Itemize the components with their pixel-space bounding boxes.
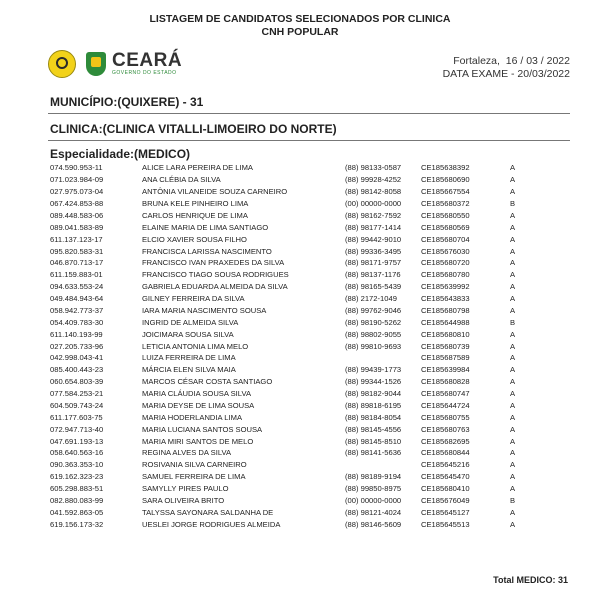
phone-cell: (88) 89818-6195 <box>345 400 402 410</box>
phone-cell: (88) 99344-1526 <box>345 377 402 387</box>
date-block <box>443 55 570 81</box>
cnh-cell: CE185676030 <box>421 246 470 256</box>
cnh-cell: CE185645216 <box>421 460 470 470</box>
cpf-cell: 041.592.863-05 <box>50 507 104 517</box>
phone-cell: (88) 99762-9046 <box>345 305 402 315</box>
cnh-cell: CE185645513 <box>421 519 470 529</box>
table-row <box>50 316 570 328</box>
cpf-cell: 611.177.603-75 <box>50 412 103 422</box>
phone-cell: (88) 99928-4252 <box>345 175 402 185</box>
cnh-cell: CE185680410 <box>421 484 470 494</box>
category-cell: A <box>510 377 516 387</box>
cpf-cell: 095.820.583-31 <box>50 246 104 256</box>
cpf-cell: 074.590.953-11 <box>50 163 103 173</box>
table-row <box>50 221 570 233</box>
name-cell: MARIA CLÁUDIA SOUSA SILVA <box>142 389 252 399</box>
cpf-cell: 605.298.883-51 <box>50 484 104 494</box>
name-cell: ELAINE MARIA DE LIMA SANTIAGO <box>142 222 269 232</box>
phone-cell: (88) 98165-5439 <box>345 282 402 292</box>
phone-cell: (88) 98171-9757 <box>345 258 402 268</box>
cnh-cell: CE185667554 <box>421 187 470 197</box>
phone-cell: (00) 00000-0000 <box>345 199 402 209</box>
cpf-cell: 604.509.743-24 <box>50 400 104 410</box>
cpf-cell: 085.400.443-23 <box>50 365 104 375</box>
phone-cell: (88) 98146-5609 <box>345 519 402 529</box>
phone-cell: (88) 98190-5262 <box>345 317 402 327</box>
issue-date: Fortaleza, 16 / 03 / 2022 <box>453 55 570 67</box>
table-row <box>50 174 570 186</box>
category-cell: B <box>510 199 516 209</box>
ceara-shield-icon <box>86 52 106 76</box>
cnh-cell: CE185680550 <box>421 210 470 220</box>
document-title: LISTAGEM DE CANDIDATOS SELECIONADOS POR CLINICA <box>149 13 451 25</box>
category-cell: A <box>510 282 516 292</box>
table-row <box>50 352 570 364</box>
cnh-cell: CE185680569 <box>421 222 470 232</box>
name-cell: MARIA DEYSE DE LIMA SOUSA <box>142 400 255 410</box>
category-cell: A <box>510 519 516 529</box>
name-cell: JOICIMARA SOUSA SILVA <box>142 329 234 339</box>
phone-cell: (88) 98142-8058 <box>345 187 402 197</box>
cnh-cell: CE185680828 <box>421 377 470 387</box>
cnh-cell: CE185680798 <box>421 305 470 315</box>
table-row <box>50 162 570 174</box>
phone-cell: (88) 2172-1049 <box>345 294 397 304</box>
cnh-cell: CE185680704 <box>421 234 470 244</box>
ceara-logo-name: CEARÁ <box>112 50 183 71</box>
phone-cell: (88) 98141-5636 <box>345 448 402 458</box>
name-cell: UESLEI JORGE RODRIGUES ALMEIDA <box>142 519 281 529</box>
name-cell: MARIA HODERLANDIA LIMA <box>142 412 243 422</box>
candidate-list <box>50 162 570 530</box>
cnh-cell: CE185644988 <box>421 317 470 327</box>
category-cell: A <box>510 258 516 268</box>
cpf-cell: 611.159.883-01 <box>50 270 103 280</box>
phone-cell: (88) 98802-9055 <box>345 329 402 339</box>
cpf-cell: 027.205.733-96 <box>50 341 104 351</box>
name-cell: FRANCISCO TIAGO SOUSA RODRIGUES <box>142 270 289 280</box>
name-cell: ELCIO XAVIER SOUSA FILHO <box>142 234 247 244</box>
phone-cell: (88) 99850-8975 <box>345 484 402 494</box>
table-row <box>50 506 570 518</box>
cpf-cell: 060.654.803-39 <box>50 377 104 387</box>
table-row <box>50 495 570 507</box>
table-row <box>50 269 570 281</box>
table-row <box>50 388 570 400</box>
name-cell: SAMUEL FERREIRA DE LIMA <box>142 472 246 482</box>
name-cell: SARA OLIVEIRA BRITO <box>142 495 225 505</box>
name-cell: INGRID DE ALMEIDA SILVA <box>142 317 239 327</box>
cnh-cell: CE185680747 <box>421 389 470 399</box>
phone-cell: (88) 98189-9194 <box>345 472 402 482</box>
table-row <box>50 305 570 317</box>
phone-cell: (88) 98177-1414 <box>345 222 402 232</box>
category-cell: A <box>510 210 516 220</box>
phone-cell: (88) 99439-1773 <box>345 365 402 375</box>
name-cell: TALYSSA SAYONARA SALDANHA DE <box>142 507 274 517</box>
name-cell: MARCOS CÉSAR COSTA SANTIAGO <box>142 377 273 387</box>
exam-date: DATA EXAME - 20/03/2022 <box>442 68 570 80</box>
table-row <box>50 483 570 495</box>
phone-cell: (88) 99442-9010 <box>345 234 402 244</box>
name-cell: GILNEY FERREIRA DA SILVA <box>142 294 245 304</box>
phone-cell: (00) 00000-0000 <box>345 495 402 505</box>
name-cell: BRUNA KELE PINHEIRO LIMA <box>142 199 249 209</box>
name-cell: ANTÔNIA VILANEIDE SOUZA CARNEIRO <box>142 187 288 197</box>
name-cell: MÁRCIA ELEN SILVA MAIA <box>142 365 236 375</box>
phone-cell: (88) 98145-8510 <box>345 436 402 446</box>
clinica-heading: CLINICA:(CLINICA VITALLI-LIMOEIRO DO NORTE) <box>50 122 337 136</box>
name-cell: LETICIA ANTONIA LIMA MELO <box>142 341 249 351</box>
phone-cell: (88) 99336-3495 <box>345 246 402 256</box>
logos <box>48 49 182 79</box>
cpf-cell: 042.998.043-41 <box>50 353 104 363</box>
category-cell: A <box>510 163 516 173</box>
category-cell: A <box>510 187 516 197</box>
cpf-cell: 071.023.984-09 <box>50 175 104 185</box>
phone-cell: (88) 98121-4024 <box>345 507 402 517</box>
cpf-cell: 047.691.193-13 <box>50 436 104 446</box>
cnh-cell: CE185680763 <box>421 424 470 434</box>
table-row <box>50 281 570 293</box>
name-cell: LUIZA FERREIRA DE LIMA <box>142 353 236 363</box>
category-cell: A <box>510 341 516 351</box>
cpf-cell: 089.448.583-06 <box>50 210 104 220</box>
cnh-cell: CE185676049 <box>421 495 470 505</box>
cpf-cell: 090.363.353-10 <box>50 460 104 470</box>
divider <box>48 140 570 141</box>
name-cell: REGINA ALVES DA SILVA <box>142 448 232 458</box>
cnh-cell: CE185680810 <box>421 329 470 339</box>
cnh-cell: CE185638392 <box>421 163 470 173</box>
cnh-cell: CE185680372 <box>421 199 470 209</box>
cpf-cell: 046.870.713-17 <box>50 258 104 268</box>
category-cell: A <box>510 305 516 315</box>
name-cell: ALICE LARA PEREIRA DE LIMA <box>142 163 253 173</box>
table-row <box>50 400 570 412</box>
especialidade-heading: Especialidade:(MEDICO) <box>50 147 191 161</box>
cpf-cell: 094.633.553-24 <box>50 282 104 292</box>
cnh-cell: CE185644724 <box>421 400 470 410</box>
table-row <box>50 435 570 447</box>
table-row <box>50 471 570 483</box>
phone-cell: (88) 98133-0587 <box>345 163 402 173</box>
cnh-cell: CE185680690 <box>421 175 470 185</box>
detran-logo-icon <box>48 50 76 78</box>
table-row <box>50 186 570 198</box>
category-cell: A <box>510 246 516 256</box>
name-cell: ROSIVANIA SILVA CARNEIRO <box>142 460 247 470</box>
cnh-cell: CE185682695 <box>421 436 470 446</box>
cpf-cell: 058.640.563-16 <box>50 448 104 458</box>
divider <box>48 113 570 114</box>
table-row <box>50 340 570 352</box>
category-cell: A <box>510 484 516 494</box>
phone-cell: (88) 98137-1176 <box>345 270 401 280</box>
ceara-logo <box>112 51 182 77</box>
category-cell: A <box>510 365 516 375</box>
table-row <box>50 328 570 340</box>
cpf-cell: 049.484.943-64 <box>50 294 104 304</box>
cpf-cell: 067.424.853-88 <box>50 199 104 209</box>
category-cell: A <box>510 175 516 185</box>
name-cell: SAMYLLY PIRES PAULO <box>142 484 229 494</box>
name-cell: CARLOS HENRIQUE DE LIMA <box>142 210 248 220</box>
name-cell: FRANCISCO IVAN PRAXEDES DA SILVA <box>142 258 285 268</box>
category-cell: A <box>510 436 516 446</box>
cpf-cell: 611.140.193-99 <box>50 329 103 339</box>
category-cell: A <box>510 389 516 399</box>
category-cell: A <box>510 353 516 363</box>
cnh-cell: CE185680739 <box>421 341 470 351</box>
table-row <box>50 233 570 245</box>
municipio-heading: MUNICÍPIO:(QUIXERE) - 31 <box>50 95 204 109</box>
table-row <box>50 447 570 459</box>
cnh-cell: CE185645127 <box>421 507 470 517</box>
category-cell: A <box>510 270 516 280</box>
phone-cell: (88) 99810-9693 <box>345 341 402 351</box>
cnh-cell: CE185645470 <box>421 472 470 482</box>
phone-cell: (88) 98145-4556 <box>345 424 402 434</box>
cnh-cell: CE185643833 <box>421 294 470 304</box>
category-cell: A <box>510 448 516 458</box>
category-cell: B <box>510 495 516 505</box>
table-row <box>50 376 570 388</box>
table-row <box>50 198 570 210</box>
table-row <box>50 364 570 376</box>
category-cell: A <box>510 234 516 244</box>
phone-cell: (88) 98162-7592 <box>345 210 402 220</box>
cnh-cell: CE185680844 <box>421 448 470 458</box>
category-cell: A <box>510 329 516 339</box>
category-cell: B <box>510 317 516 327</box>
cnh-cell: CE185680780 <box>421 270 470 280</box>
cpf-cell: 027.975.073-04 <box>50 187 104 197</box>
phone-cell: (88) 98182-9044 <box>345 389 402 399</box>
cpf-cell: 089.041.583-89 <box>50 222 104 232</box>
name-cell: MARIA LUCIANA SANTOS SOUSA <box>142 424 263 434</box>
cnh-cell: CE185687589 <box>421 353 470 363</box>
document-subtitle: CNH POPULAR <box>261 26 339 38</box>
name-cell: GABRIELA EDUARDA ALMEIDA DA SILVA <box>142 282 288 292</box>
cnh-cell: CE185680755 <box>421 412 470 422</box>
table-row <box>50 459 570 471</box>
category-cell: A <box>510 460 516 470</box>
table-row <box>50 293 570 305</box>
cpf-cell: 077.584.253-21 <box>50 389 104 399</box>
table-row <box>50 518 570 530</box>
cpf-cell: 054.409.783-30 <box>50 317 104 327</box>
ceara-logo-subtitle: GOVERNO DO ESTADO <box>112 70 177 76</box>
cpf-cell: 058.942.773-37 <box>50 305 104 315</box>
table-row <box>50 257 570 269</box>
total-count: Total MEDICO: 31 <box>493 575 568 585</box>
cnh-cell: CE185639984 <box>421 365 470 375</box>
category-cell: A <box>510 412 516 422</box>
table-row <box>50 245 570 257</box>
category-cell: A <box>510 400 516 410</box>
name-cell: IARA MARIA NASCIMENTO SOUSA <box>142 305 267 315</box>
category-cell: A <box>510 472 516 482</box>
category-cell: A <box>510 507 516 517</box>
cnh-cell: CE185639992 <box>421 282 470 292</box>
category-cell: A <box>510 222 516 232</box>
name-cell: FRANCISCA LARISSA NASCIMENTO <box>142 246 272 256</box>
name-cell: ANA CLÉBIA DA SILVA <box>142 175 221 185</box>
phone-cell: (88) 98184-8054 <box>345 412 402 422</box>
category-cell: A <box>510 294 516 304</box>
category-cell: A <box>510 424 516 434</box>
table-row <box>50 411 570 423</box>
table-row <box>50 423 570 435</box>
cpf-cell: 619.156.173-32 <box>50 519 104 529</box>
cpf-cell: 619.162.323-23 <box>50 472 104 482</box>
cnh-cell: CE185680720 <box>421 258 470 268</box>
cpf-cell: 082.880.083-99 <box>50 495 104 505</box>
cpf-cell: 072.947.713-40 <box>50 424 104 434</box>
table-row <box>50 210 570 222</box>
name-cell: MARIA MIRI SANTOS DE MELO <box>142 436 254 446</box>
cpf-cell: 611.137.123-17 <box>50 234 103 244</box>
